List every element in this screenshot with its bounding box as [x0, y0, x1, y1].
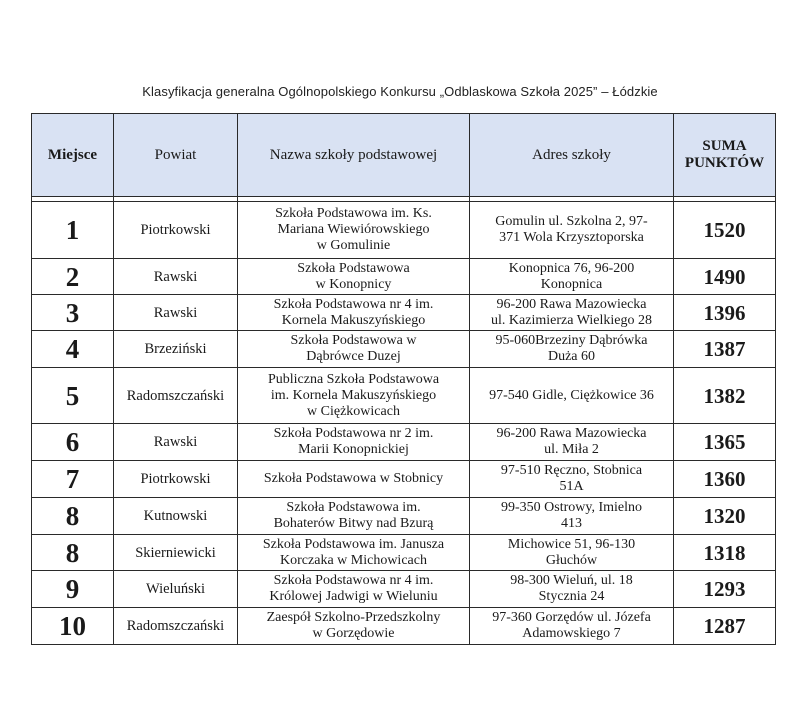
header-district: Powiat: [114, 114, 238, 197]
address-line: Adamowskiego 7: [522, 626, 621, 641]
school-line: Korczaka w Michowicach: [280, 552, 427, 568]
address-line: 371 Wola Krzysztoporska: [499, 230, 644, 245]
school-cell: [238, 535, 470, 571]
district-cell: Wieluński: [114, 571, 238, 608]
address-line: 97-360 Gorzędów ul. Józefa: [492, 610, 651, 625]
document-title: Klasyfikacja generalna Ogólnopolskiego Konkursu „Odblaskowa Szkoła 2025” – Łódzkie: [142, 84, 658, 99]
school-line: im. Kornela Makuszyńskiego: [270, 387, 437, 403]
address-line: Duża 60: [547, 349, 596, 364]
place-cell: 3: [32, 295, 114, 331]
school-cell: [238, 608, 470, 645]
address-line: 413: [561, 516, 582, 531]
address-line: 96-200 Rawa Mazowiecka: [496, 426, 647, 441]
school-line: w Gomulinie: [316, 238, 391, 253]
address-line: 51A: [559, 479, 584, 494]
district-cell: Rawski: [114, 259, 238, 295]
school-line: Szkoła Podstawowa w: [290, 333, 417, 348]
address-cell: [470, 331, 674, 368]
table-row: [32, 608, 776, 645]
school-line: Szkoła Podstawowa nr 4 im.: [273, 573, 434, 588]
table-row: [32, 461, 776, 498]
address-line: Stycznia 24: [538, 589, 605, 604]
points-cell: 1396: [674, 295, 776, 331]
place-cell: 4: [32, 331, 114, 368]
school-cell: [238, 259, 470, 295]
school-line: Szkoła Podstawowa nr 4 im.: [273, 296, 434, 312]
address-cell: [470, 608, 674, 645]
school-line: Szkoła Podstawowa nr 2 im.: [273, 426, 434, 441]
address-line: 96-200 Rawa Mazowiecka: [496, 296, 647, 312]
place-cell: 2: [32, 259, 114, 295]
address-cell: [470, 571, 674, 608]
points-cell: 1365: [674, 424, 776, 461]
address-cell: [470, 295, 674, 331]
points-cell: 1382: [674, 368, 776, 424]
place-cell: 9: [32, 571, 114, 608]
place-cell: 7: [32, 461, 114, 498]
address-line: Konopnica: [540, 276, 603, 292]
table-row: [32, 259, 776, 295]
address-line: Gomulin ul. Szkolna 2, 97-: [495, 214, 648, 229]
school-line: Szkoła Podstawowa w Stobnicy: [263, 471, 444, 486]
points-cell: 1360: [674, 461, 776, 498]
district-cell: Skierniewicki: [114, 535, 238, 571]
school-line: Szkoła Podstawowa: [297, 260, 410, 276]
points-cell: 1318: [674, 535, 776, 571]
school-cell: [238, 295, 470, 331]
school-line: w Gorzędowie: [312, 626, 395, 641]
header-points: [674, 114, 776, 197]
school-line: Publiczna Szkoła Podstawowa: [267, 371, 440, 387]
place-cell: 1: [32, 202, 114, 259]
district-cell: Radomszczański: [114, 608, 238, 645]
address-line: Głuchów: [545, 552, 598, 568]
school-cell: [238, 424, 470, 461]
address-cell: [470, 535, 674, 571]
results-table: [31, 113, 776, 645]
school-line: Mariana Wiewiórowskiego: [277, 222, 430, 237]
points-cell: 1490: [674, 259, 776, 295]
points-cell: 1320: [674, 498, 776, 535]
header-points-line1: SUMA: [702, 138, 747, 154]
header-place: Miejsce: [32, 114, 114, 197]
school-cell: [238, 571, 470, 608]
school-line: Dąbrówce Duzej: [306, 349, 401, 364]
address-cell: [470, 461, 674, 498]
table-row: [32, 331, 776, 368]
school-cell: [238, 498, 470, 535]
address-cell: [470, 498, 674, 535]
address-line: 98-300 Wieluń, ul. 18: [510, 573, 633, 588]
school-line: Marii Konopnickiej: [298, 442, 409, 457]
school-cell: [238, 331, 470, 368]
points-cell: 1387: [674, 331, 776, 368]
address-cell: [470, 368, 674, 424]
header-address: Adres szkoły: [470, 114, 674, 197]
address-line: 97-510 Ręczno, Stobnica: [500, 463, 643, 478]
address-line: 95-060Brzeziny Dąbrówka: [495, 333, 648, 348]
school-cell: [238, 368, 470, 424]
table-row: [32, 424, 776, 461]
table-row: [32, 535, 776, 571]
address-line: ul. Miła 2: [544, 442, 599, 457]
address-line: 99-350 Ostrowy, Imielno: [500, 500, 643, 515]
header-row: [32, 114, 776, 197]
school-line: Szkoła Podstawowa im.: [286, 500, 421, 515]
place-cell: 5: [32, 368, 114, 424]
district-cell: Rawski: [114, 424, 238, 461]
table-body: [32, 197, 776, 645]
place-cell: 8: [32, 498, 114, 535]
address-line: ul. Kazimierza Wielkiego 28: [491, 312, 652, 328]
place-cell: 6: [32, 424, 114, 461]
district-cell: Radomszczański: [114, 368, 238, 424]
school-line: Szkoła Podstawowa im. Ks.: [275, 206, 432, 221]
school-cell: [238, 461, 470, 498]
address-cell: [470, 202, 674, 259]
school-line: Szkoła Podstawowa im. Janusza: [262, 536, 445, 552]
points-cell: 1520: [674, 202, 776, 259]
table-row: [32, 295, 776, 331]
address-cell: [470, 259, 674, 295]
address-line: Konopnica 76, 96-200: [508, 260, 635, 276]
school-line: Kornela Makuszyńskiego: [281, 312, 426, 328]
address-line: 97-540 Gidle, Ciężkowice 36: [489, 387, 654, 403]
school-cell: [238, 202, 470, 259]
district-cell: Kutnowski: [114, 498, 238, 535]
district-cell: Piotrkowski: [114, 461, 238, 498]
points-cell: 1293: [674, 571, 776, 608]
school-line: w Konopnicy: [315, 276, 392, 292]
school-line: w Ciężkowicach: [307, 403, 400, 419]
header-points-line2: PUNKTÓW: [684, 155, 765, 171]
school-line: Zaespół Szkolno-Przedszkolny: [266, 610, 441, 625]
table-row: [32, 571, 776, 608]
district-cell: Brzeziński: [114, 331, 238, 368]
school-line: Bohaterów Bitwy nad Bzurą: [273, 516, 434, 531]
school-line: Królowej Jadwigi w Wieluniu: [269, 589, 438, 604]
district-cell: Rawski: [114, 295, 238, 331]
address-cell: [470, 424, 674, 461]
points-cell: 1287: [674, 608, 776, 645]
address-line: Michowice 51, 96-130: [507, 536, 636, 552]
place-cell: 8: [32, 535, 114, 571]
district-cell: Piotrkowski: [114, 202, 238, 259]
table-row: [32, 368, 776, 424]
place-cell: 10: [32, 608, 114, 645]
table-row: [32, 202, 776, 259]
header-school: Nazwa szkoły podstawowej: [238, 114, 470, 197]
table-row: [32, 498, 776, 535]
